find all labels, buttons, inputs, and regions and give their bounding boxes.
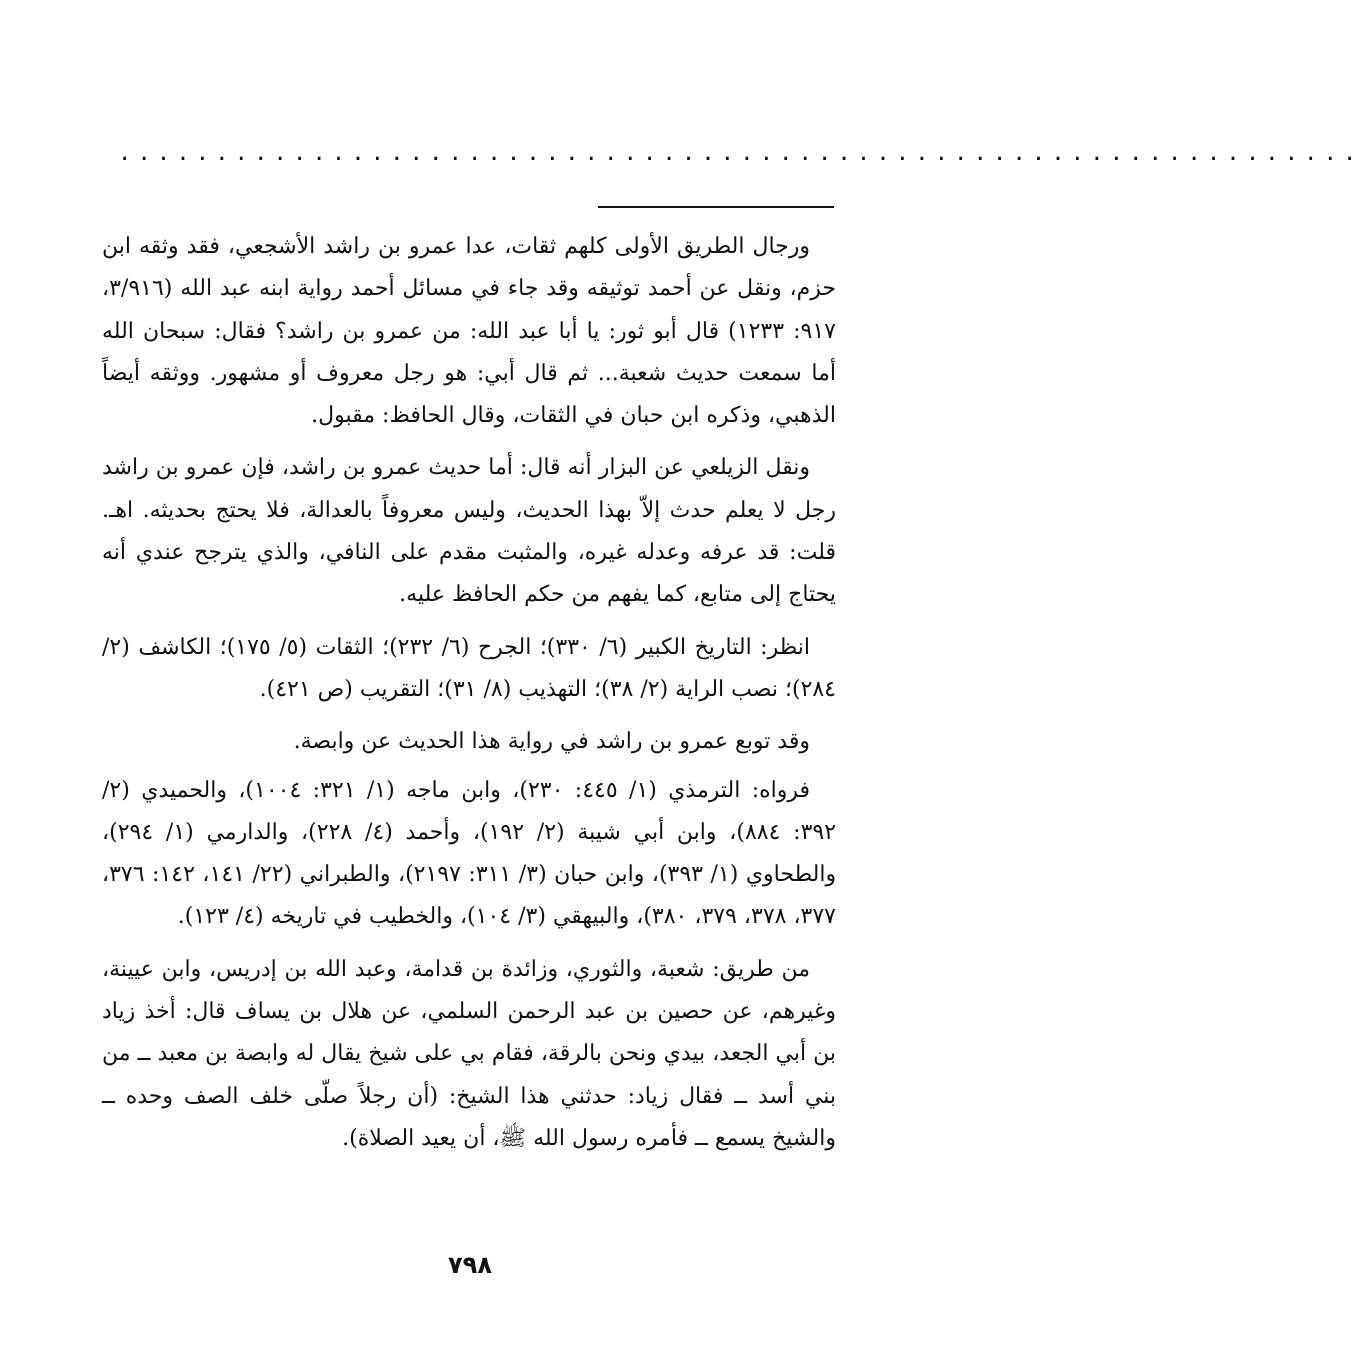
footnote-body	[102, 226, 836, 1170]
paragraph-chain: من طريق: شعبة، والثوري، وزائدة بن قدامة، وعبد الله بن إدريس، وابن عيينة، وغيرهم، عن حصين بن عبد الرحمن السلمي، عن هلال بن يساف قال: أخذ زياد بن أبي الجعد، بيدي ونحن بالرقة، فقام بي على شيخ يقال له وابصة بن معبد ــ من بني أسد ــ فقال زياد: حدثني هذا الشيخ: (أن رجلاً صلّى خلف الصف وحده ــ والشيخ يسمع ــ فأمره رسول الله ﷺ، أن يعيد الصلاة).	[102, 956, 836, 1151]
paragraph-corroboration: وقد توبع عمرو بن راشد في رواية هذا الحديث عن وابصة.	[293, 729, 810, 755]
page-number: ٧٩٨	[448, 1251, 492, 1279]
paragraph-zaylai: ونقل الزيلعي عن البزار أنه قال: أما حديث عمرو بن راشد، فإن عمرو بن راشد رجل لا يعلم حدث إلاّ بهذا الحديث، وليس معروفاً بالعدالة، فلا يحتج بحديثه. اهـ. قلت: قد عرفه وعدله غيره، والمثبت مقدم على النافي، والذي يترجح عندي أنه يحتاج إلى متابع، كما يفهم من حكم الحافظ عليه.	[102, 455, 836, 608]
paragraph-references: انظر: التاريخ الكبير (٦/ ٣٣٠)؛ الجرح (٦/ ٢٣٢)؛ الثقات (٥/ ١٧٥)؛ الكاشف (٢/ ٢٨٤)؛ نصب الراية (٢/ ٣٨)؛ التهذيب (٨/ ٣١)؛ التقريب (ص ٤٢١).	[102, 634, 836, 702]
footnote-separator	[598, 206, 834, 208]
paragraph-narrations: فرواه: الترمذي (١/ ٤٤٥: ٢٣٠)، وابن ماجه (١/ ٣٢١: ١٠٠٤)، والحميدي (٢/ ٣٩٢: ٨٨٤)، وابن أبي شيبة (٢/ ١٩٢)، وأحمد (٤/ ٢٢٨)، والدارمي (١/ ٢٩٤)، والطحاوي (١/ ٣٩٣)، وابن حبان (٣/ ٣١١: ٢١٩٧)، والطبراني (٢٢/ ١٤١، ١٤٢: ٣٧٦، ٣٧٧، ٣٧٨، ٣٧٩، ٣٨٠)، والبيهقي (٣/ ١٠٤)، والخطيب في تاريخه (٤/ ١٢٣).	[102, 777, 837, 930]
paragraph-narrators: ورجال الطريق الأولى كلهم ثقات، عدا عمرو بن راشد الأشجعي، فقد وثقه ابن حزم، ونقل عن أحمد توثيقه وقد جاء في مسائل أحمد رواية ابنه عبد الله (٣/٩١٦، ٩١٧: ١٢٣٣) قال أبو ثور: يا أبا عبد الله: من عمرو بن راشد؟ فقال: سبحان الله أما سمعت حديث شعبة... ثم قال أبي: هو رجل معروف أو مشهور. ووثقه أيضاً الذهبي، وذكره ابن حبان في الثقات، وقال الحافظ: مقبول.	[102, 234, 836, 429]
dotted-separator: ................................................................	[118, 141, 1363, 166]
